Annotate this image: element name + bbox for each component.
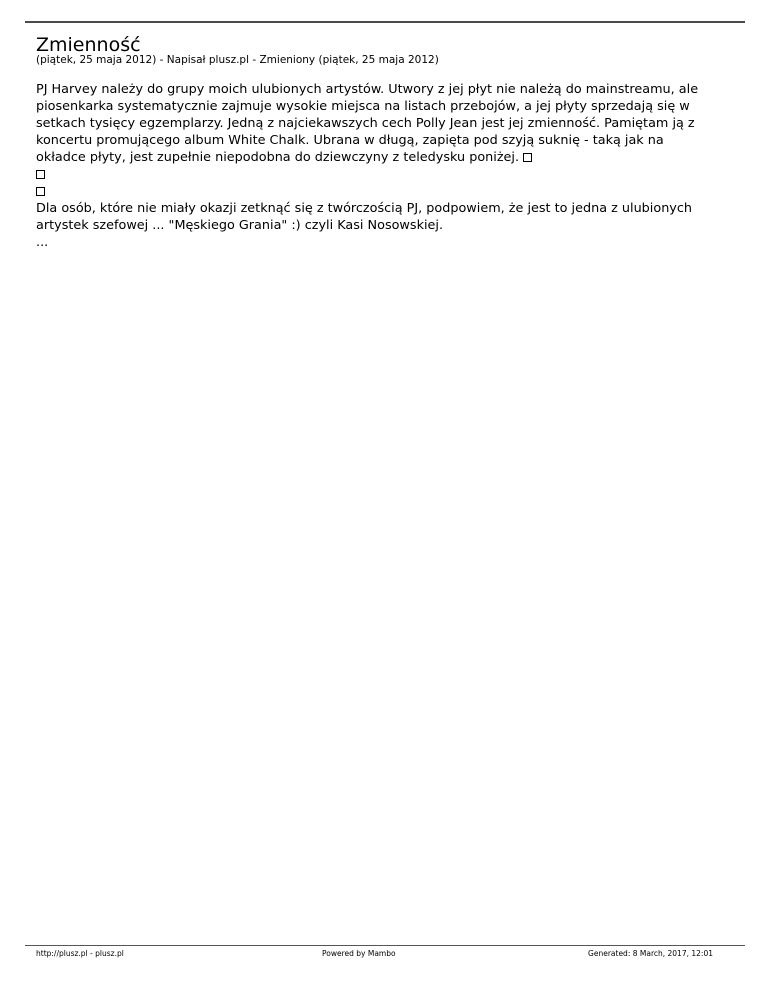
body-line: koncertu promującego album White Chalk. Ubrana w długą, zapięta pod szyją suknię - taką jak na (36, 133, 664, 148)
body-line: Dla osób, które nie miały okazji zetknąć się z twórczością PJ, podpowiem, że jest to jedna z ulubionych (36, 201, 693, 216)
read-more-ellipsis: ... (36, 235, 49, 250)
missing-image-placeholder-icon (36, 170, 45, 179)
bottom-divider (25, 945, 745, 946)
body-line: artystek szefowej ... "Męskiego Grania" :) czyli Kasi Nosowskiej. (36, 218, 444, 233)
body-line-with-placeholder (36, 149, 748, 166)
body-line: okładce płyty, jest zupełnie niepodobna do dziewczyny z teledysku poniżej. (36, 150, 524, 165)
body-line: PJ Harvey należy do grupy moich ulubionych artystów. Utwory z jej płyt nie należą do mainstreamu, ale (36, 82, 699, 97)
footer-site-url: http://plusz.pl - plusz.pl (36, 949, 124, 958)
body-line: piosenkarka systematycznie zajmuje wysokie miejsca na listach przebojów, a jej płyty sprzedają się w (36, 99, 690, 114)
article-meta: (piątek, 25 maja 2012) - Napisał plusz.pl - Zmieniony (piątek, 25 maja 2012) (36, 54, 439, 66)
embed-placeholder-line (36, 166, 748, 183)
article-body (36, 81, 748, 251)
top-divider (25, 21, 745, 23)
footer-powered-by: Powered by Mambo (322, 949, 396, 958)
body-line: setkach tysięcy egzemplarzy. Jedną z najciekawszych cech Polly Jean jest jej zmienność. Pamiętam ją z (36, 116, 695, 131)
missing-image-placeholder-icon (523, 153, 532, 162)
article-title: Zmienność (36, 34, 141, 56)
missing-image-placeholder-icon (36, 187, 45, 196)
footer-generated-date: Generated: 8 March, 2017, 12:01 (588, 949, 713, 958)
embed-placeholder-line (36, 183, 748, 200)
